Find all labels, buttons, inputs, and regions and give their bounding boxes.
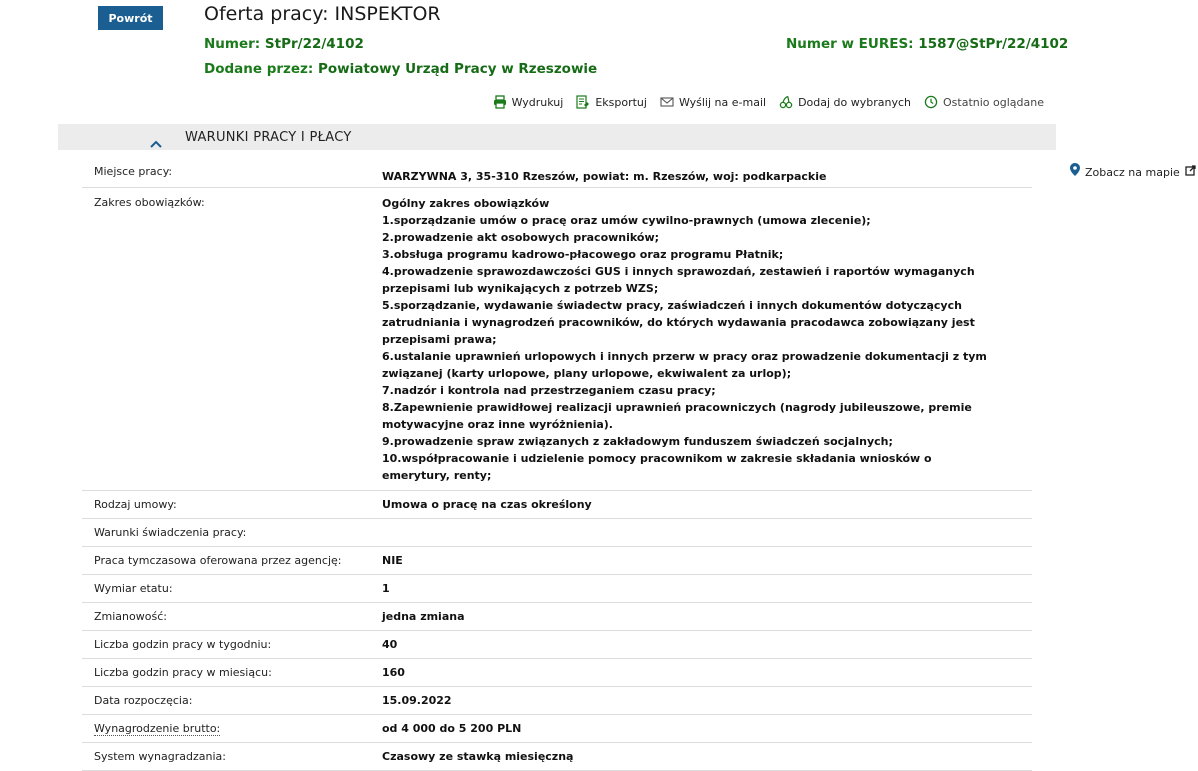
map-link-label: Zobacz na mapie [1085, 165, 1180, 179]
duties-line: 6.ustalanie uprawnień urlopowych i innych przerw w pracy oraz prowadzenie dokumentacji z tym związanej (karty urlopowe, plany urlopowe, ekwiwalent za urlop); [382, 350, 987, 380]
recent-label: Ostatnio oglądane [943, 95, 1044, 109]
place-value: WARZYWNA 3, 35-310 Rzeszów, powiat: m. Rzeszów, woj: podkarpackie [382, 170, 827, 183]
temp-agency-label: Praca tymczasowa oferowana przez agencję: [94, 553, 342, 567]
contract-type-label: Rodzaj umowy: [94, 497, 177, 511]
table-row [82, 715, 1032, 743]
table-row [82, 491, 1032, 519]
export-label: Eksportuj [595, 95, 647, 109]
job-size-label: Wymiar etatu: [94, 581, 173, 595]
duties-label: Zakres obowiązków: [94, 196, 205, 209]
table-row-duties [82, 188, 1032, 491]
page-title: Oferta pracy: INSPEKTOR [204, 3, 441, 25]
favorites-label: Dodaj do wybranych [798, 95, 912, 109]
duties-line: Ogólny zakres obowiązków [382, 197, 550, 210]
print-label: Wydrukuj [511, 95, 564, 109]
external-link-icon [1185, 164, 1196, 181]
section-header-work-conditions[interactable] [58, 124, 1056, 150]
offer-number-label: Numer: [204, 36, 261, 52]
duties-line: 8.Zapewnienie prawidłowej realizacji uprawnień pracowniczych (nagrody jubileuszowe, premie motywacyjne oraz inne wyróżnienia). [382, 401, 972, 431]
contract-type-value: Umowa o pracę na czas określony [382, 497, 592, 511]
chevron-up-icon[interactable] [150, 133, 162, 141]
monthly-hours-value: 160 [382, 665, 405, 679]
email-label: Wyślij na e-mail [678, 95, 767, 109]
table-row [82, 687, 1032, 715]
monthly-hours-label: Liczba godzin pracy w miesiącu: [94, 665, 272, 679]
table-row [82, 603, 1032, 631]
duties-line: 2.prowadzenie akt osobowych pracowników; [382, 231, 660, 244]
clock-icon [924, 95, 938, 109]
weekly-hours-value: 40 [382, 637, 398, 651]
add-to-favorites-button[interactable] [779, 95, 911, 109]
export-button[interactable] [576, 95, 647, 109]
details-table [82, 160, 1180, 771]
printer-icon [493, 95, 507, 109]
start-date-value: 15.09.2022 [382, 693, 452, 707]
eures-number [786, 36, 1068, 52]
gross-salary-value: od 4 000 do 5 200 PLN [382, 721, 522, 735]
duties-line: 9.prowadzenie spraw związanych z zakładowym funduszem świadczeń socjalnych; [382, 435, 893, 448]
table-row [82, 519, 1032, 547]
duties-line: 1.sporządzanie umów o pracę oraz umów cywilno-prawnych (umowa zlecenie); [382, 214, 871, 227]
duties-line: 3.obsługa programu kadrowo-płacowego oraz programu Płatnik; [382, 248, 784, 261]
shifts-label: Zmianowość: [94, 609, 167, 623]
table-row [82, 631, 1032, 659]
table-row [82, 659, 1032, 687]
export-icon [576, 95, 590, 109]
duties-line: 5.sporządzanie, wydawanie świadectw pracy, zaświadczeń i innych dokumentów dotyczących zatrudniania i wynagrodzeń pracowników, do których wydawania pracodawca zobowiązany jest przepisami prawa; [382, 299, 975, 346]
work-conditions-label: Warunki świadczenia pracy: [94, 525, 247, 539]
eures-number-label: Numer w EURES: [786, 36, 914, 52]
envelope-icon [660, 95, 674, 109]
temp-agency-value: NIE [382, 553, 403, 567]
start-date-label: Data rozpoczęcia: [94, 693, 193, 707]
weekly-hours-label: Liczba godzin pracy w tygodniu: [94, 637, 272, 651]
table-row [82, 547, 1032, 575]
back-button[interactable]: Powrót [98, 6, 163, 30]
map-pin-icon [1070, 163, 1080, 181]
table-row [82, 575, 1032, 603]
place-label: Miejsce pracy: [94, 165, 173, 178]
offer-number-value: StPr/22/4102 [264, 36, 364, 52]
pay-system-value: Czasowy ze stawką miesięczną [382, 749, 574, 763]
gross-salary-label[interactable] [82, 722, 382, 736]
added-by-value: Powiatowy Urząd Pracy w Rzeszowie [318, 61, 598, 77]
added-by-label: Dodane przez: [204, 61, 314, 77]
action-toolbar [493, 95, 1044, 109]
duties-value [382, 195, 1032, 484]
job-size-value: 1 [382, 581, 390, 595]
see-on-map-link[interactable] [1070, 163, 1196, 181]
section-title: WARUNKI PRACY I PŁACY [185, 130, 352, 145]
cherries-icon [779, 95, 793, 109]
pay-system-label: System wynagradzania: [94, 749, 226, 763]
offer-number [204, 36, 364, 52]
recently-viewed-button[interactable] [924, 95, 1044, 109]
duties-line: 10.współpracowanie i udzielenie pomocy pracownikom w zakresie składania wniosków o emerytury, renty; [382, 452, 932, 482]
print-button[interactable] [493, 95, 564, 109]
table-row [82, 743, 1032, 771]
email-button[interactable] [660, 95, 766, 109]
gross-salary-term[interactable]: Wynagrodzenie brutto: [94, 721, 221, 735]
added-by [204, 61, 597, 77]
eures-number-value: 1587@StPr/22/4102 [918, 36, 1069, 52]
place-value-cell [382, 165, 1180, 183]
duties-line: 4.prowadzenie sprawozdawczości GUS i innych sprawozdań, zestawień i raportów wymaganych przepisami lub wynikających z potrzeb WZS; [382, 265, 975, 295]
shifts-value: jedna zmiana [382, 609, 465, 623]
table-row-place [82, 160, 1180, 188]
duties-line: 7.nadzór i kontrola nad przestrzeganiem czasu pracy; [382, 384, 716, 397]
